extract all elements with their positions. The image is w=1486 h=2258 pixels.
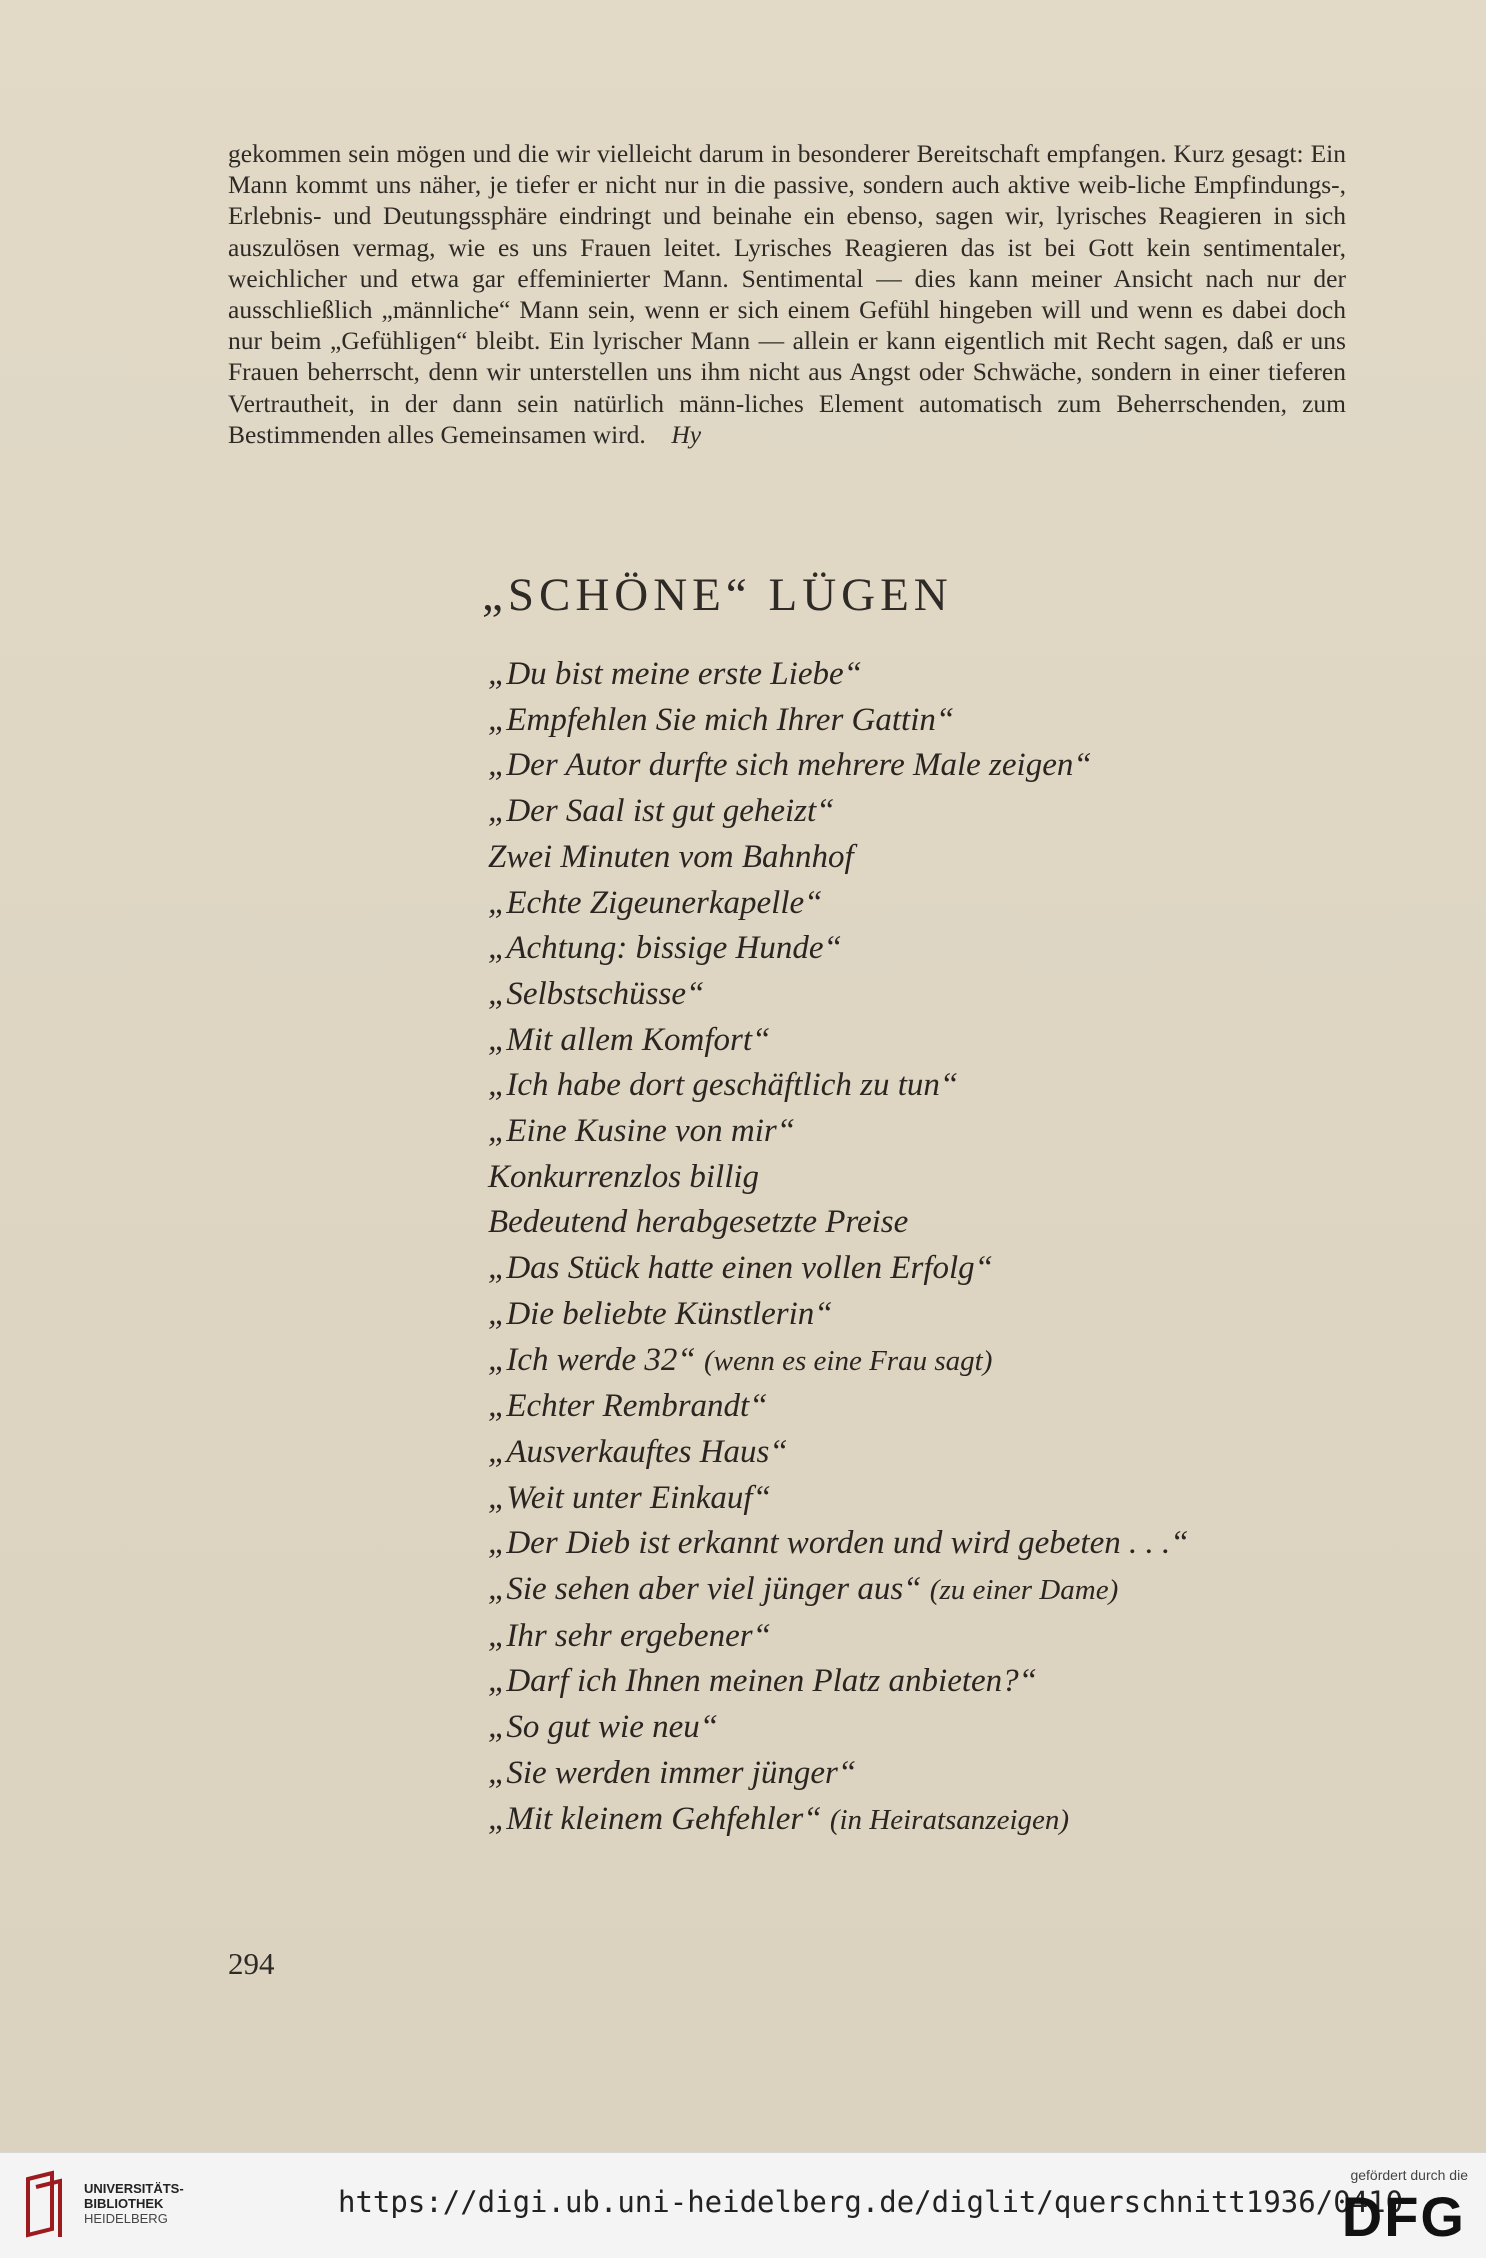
lie-text: „Empfehlen Sie mich Ihrer Gattin“ — [488, 701, 955, 738]
lie-text: „Die beliebte Künstlerin“ — [488, 1295, 833, 1332]
page-number: 294 — [228, 1946, 275, 1981]
dfg-logo: DFG — [1341, 2185, 1466, 2248]
lie-text: „Sie sehen aber viel jünger aus“ — [488, 1571, 922, 1608]
lie-text: „Mit kleinem Gehfehler“ — [488, 1800, 822, 1837]
lie-item — [488, 1705, 1189, 1751]
lie-text: „Sie werden immer jünger“ — [488, 1754, 857, 1791]
lie-note: (wenn es eine Frau sagt) — [704, 1344, 993, 1377]
lie-text: „Echte Zigeunerkapelle“ — [488, 884, 823, 921]
lie-text: „Ihr sehr ergebener“ — [488, 1617, 771, 1654]
lie-note: (in Heiratsanzeigen) — [829, 1803, 1070, 1836]
lie-item — [488, 698, 1189, 744]
lie-item — [488, 835, 1189, 881]
lie-item — [488, 1384, 1189, 1430]
lie-text: „Darf ich Ihnen meinen Platz anbieten?“ — [488, 1663, 1038, 1700]
lie-item — [488, 1476, 1189, 1522]
lie-item — [488, 1659, 1189, 1705]
lie-text: „Weit unter Einkauf“ — [488, 1479, 771, 1516]
lie-text: „Der Saal ist gut geheizt“ — [488, 793, 835, 830]
lie-text: Konkurrenzlos billig — [488, 1158, 760, 1195]
lie-item — [488, 1521, 1189, 1567]
lie-text: „Der Autor durfte sich mehrere Male zeigen“ — [488, 747, 1092, 784]
lie-text: „Mit allem Komfort“ — [488, 1021, 771, 1058]
lie-text: Zwei Minuten vom Bahnhof — [488, 838, 854, 875]
lie-item — [488, 1109, 1189, 1155]
lie-item — [488, 1430, 1189, 1476]
lie-item — [488, 1614, 1189, 1660]
lie-item — [488, 1567, 1189, 1614]
lie-text: Bedeutend herabgesetzte Preise — [488, 1204, 909, 1241]
lie-text: „Ich habe dort geschäftlich zu tun“ — [488, 1067, 959, 1104]
lie-item — [488, 881, 1189, 927]
lie-item — [488, 743, 1189, 789]
lie-item — [488, 1200, 1189, 1246]
lie-text: „Das Stück hatte einen vollen Erfolg“ — [488, 1250, 994, 1287]
article-signature: Hy — [671, 419, 702, 449]
lie-note: (zu einer Dame) — [929, 1574, 1119, 1607]
lie-item — [488, 926, 1189, 972]
article-paragraph — [228, 138, 1346, 450]
library-name-line3: HEIDELBERG — [84, 2211, 168, 2226]
lie-text: „Selbstschüsse“ — [488, 975, 705, 1012]
lie-item — [488, 1751, 1189, 1797]
lie-text: „Der Dieb ist erkannt worden und wird gebeten . . .“ — [488, 1525, 1189, 1562]
lie-item — [488, 789, 1189, 835]
lie-item — [488, 652, 1189, 698]
lie-text: „So gut wie neu“ — [488, 1709, 719, 1746]
lie-text: „Ausverkauftes Haus“ — [488, 1433, 788, 1470]
lie-item — [488, 1063, 1189, 1109]
lie-item — [488, 1155, 1189, 1201]
lie-text: „Echter Rembrandt“ — [488, 1388, 768, 1425]
lie-item — [488, 1018, 1189, 1064]
section-title: „SCHÖNE“ LÜGEN — [482, 569, 953, 621]
viewer-footer — [0, 2152, 1486, 2258]
lie-text: „Ich werde 32“ — [488, 1341, 696, 1378]
lie-text: „Eine Kusine von mir“ — [488, 1113, 796, 1150]
permalink-url[interactable]: https://digi.ub.uni-heidelberg.de/diglit/querschnitt1936/0410 — [338, 2185, 1404, 2219]
article-text — [228, 138, 1346, 450]
library-name-line2: BIBLIOTHEK — [84, 2196, 164, 2211]
lie-item — [488, 1246, 1189, 1292]
lies-list — [488, 652, 1189, 1843]
lie-item — [488, 1797, 1189, 1844]
lie-item — [488, 972, 1189, 1018]
lie-text: „Du bist meine erste Liebe“ — [488, 656, 862, 692]
library-name — [84, 2181, 184, 2226]
university-library-logo-icon — [22, 2169, 68, 2239]
lie-item — [488, 1338, 1189, 1385]
lie-text: „Achtung: bissige Hunde“ — [488, 930, 842, 967]
lie-item — [488, 1292, 1189, 1338]
sponsor-caption: gefördert durch die — [1350, 2167, 1468, 2183]
library-name-line1: UNIVERSITÄTS- — [84, 2181, 184, 2196]
article-paragraph-text: gekommen sein mögen und die wir vielleicht darum in besonderer Bereitschaft empfangen. Kurz gesagt: Ein Mann kommt uns näher, je tiefer er nicht nur in die passive, sondern auch aktive weib‑liche Empfindungs‑, Erlebnis‑ und Deutungssphäre eindringt und beinahe ein ebenso, sagen wir, lyrisches Reagieren in sich auszulösen vermag, wie es uns Frauen leitet. Lyrisches Reagieren das ist bei Gott kein sentimentaler, weichlicher und etwa gar effeminierter Mann. Sentimental — dies kann meiner Ansicht nach nur der ausschließlich „männliche“ Mann sein, wenn er sich einem Gefühl hingeben will und wenn es dabei doch nur beim „Gefühligen“ bleibt. Ein lyrischer Mann — allein er kann eigentlich mit Recht sagen, daß er uns Frauen beherrscht, denn wir unterstellen uns ihm nicht aus Angst oder Schwäche, sondern in einer tieferen Vertrautheit, in der dann sein natürlich männ‑liches Element automatisch zum Beherrschenden, zum Bestimmenden alles Gemeinsamen wird. — [228, 139, 1346, 449]
